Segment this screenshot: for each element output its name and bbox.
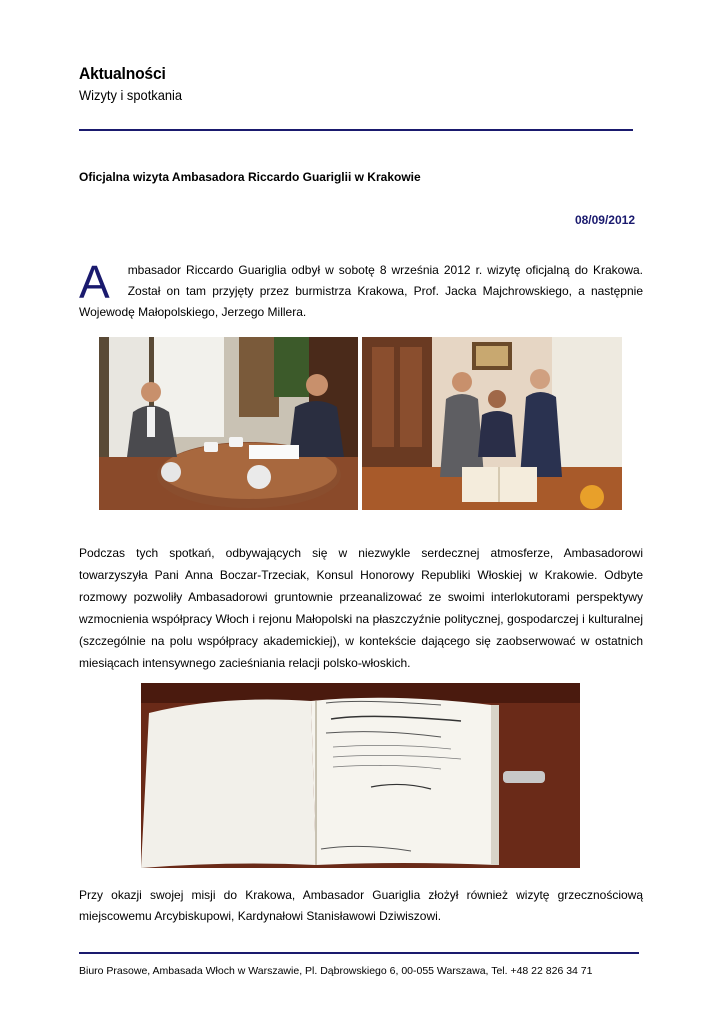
photo-guest-book-entry	[141, 683, 580, 868]
photo-meeting-round-table	[99, 337, 358, 510]
footer-contact: Biuro Prasowe, Ambasada Włoch w Warszawie, Pl. Dąbrowskiego 6, 00-055 Warszawa, Tel. +48 22 826 34 71	[79, 965, 593, 977]
section-subtitle: Wizyty i spotkania	[79, 87, 183, 103]
section-title: Aktualności	[79, 64, 166, 83]
photo-signing-guest-book	[362, 337, 622, 510]
paragraph-1-text: mbasador Riccardo Guariglia odbył w sobotę 8 września 2012 r. wizytę oficjalną do Krakowa. Został on tam przyjęty przez burmistrza Krakowa, Prof. Jacka Majchrowskiego, a następnie Wojewodę Małopolskiego, Jerzego Millera.	[79, 263, 643, 319]
header-divider	[79, 129, 633, 131]
article-date: 08/09/2012	[574, 213, 635, 227]
article-paragraph-2: Podczas tych spotkań, odbywających się w niezwykle serdecznej atmosferze, Ambasadorowi towarzyszyła Pani Anna Boczar-Trzeciak, Konsul Honorowy Republiki Włoskiej w Krakowie. Odbyte rozmowy pozwoliły Ambasadorowi gruntownie przeanalizować ze swoimi interlokutorami perspektywy wzmocnienia współpracy Włoch i rejonu Małopolski na płaszczyźnie politycznej, gospodarczej i kulturalnej (szczególnie na polu współpracy akademickiej), w kontekście dającego się zaobserwować w ostatnich miesiącach intensywnego zacieśniania relacji polsko-włoskich.	[79, 546, 643, 670]
article-paragraph-1	[79, 256, 643, 323]
article-title: Oficjalna wizyta Ambasadora Riccardo Guariglii w Krakowie	[79, 170, 421, 184]
footer-divider	[79, 952, 639, 954]
drop-cap: A	[79, 256, 110, 308]
article-paragraph-3: Przy okazji swojej misji do Krakowa, Ambasador Guariglia złożył również wizytę grzecznościową miejscowemu Arcybiskupowi, Kardynałowi Stanisławowi Dziwiszowi.	[79, 888, 643, 923]
